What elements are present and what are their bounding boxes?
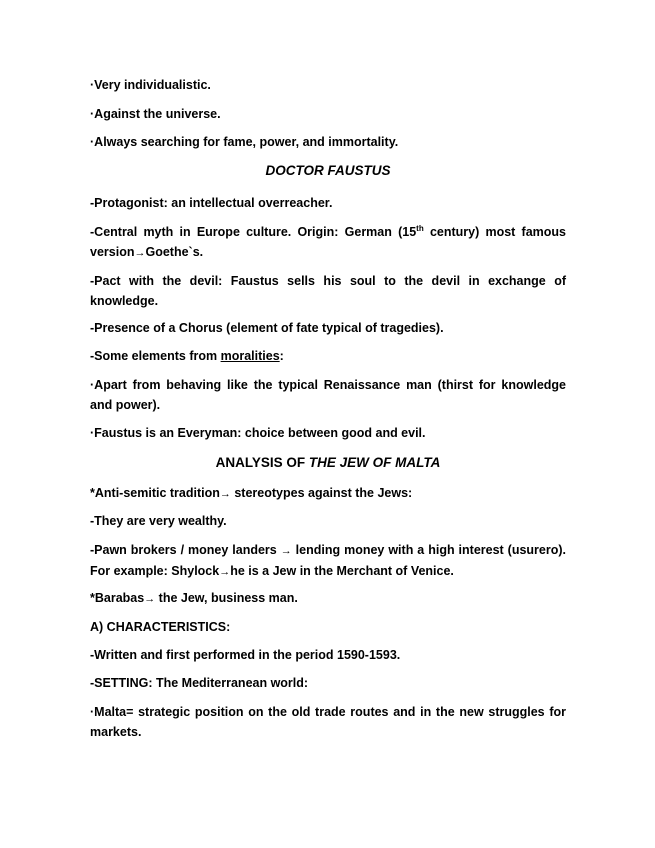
arrow-icon: → [219,488,231,500]
myth-text-b: century) most famous version [90,225,566,259]
faustus-central-myth [90,222,566,263]
faustus-pact: -Pact with the devil: Faustus sells his soul to the devil in exchange of knowledge. [90,274,566,308]
malta-written: -Written and first performed in the period 1590-1593. [90,648,401,662]
anti-text-a: *Anti-semitic tradition [90,486,220,500]
moralities-prefix: -Some elements from [90,349,221,363]
moralities-suffix: : [279,349,284,363]
malta-pawn-brokers [90,540,566,582]
myth-superscript: th [416,224,424,233]
heading-doctor-faustus: DOCTOR FAUSTUS [265,163,391,178]
malta-characteristics: A) CHARACTERISTICS: [90,620,231,634]
myth-text-a: -Central myth in Europe culture. Origin: German (15 [90,225,417,239]
arrow-icon: → [144,593,156,605]
arrow-icon: → [134,247,146,259]
bullet-fame-power: ·Always searching for fame, power, and immortality. [90,135,399,149]
pawn-text-a: -Pawn brokers / money landers [90,543,281,557]
bullet-individualistic: ·Very individualistic. [90,78,211,92]
heading-jew-of-malta [90,453,566,473]
pawn-text-c: he is a Jew in the Merchant of Venice. [230,564,454,578]
malta-heading-title: THE JEW OF MALTA [308,455,441,470]
malta-strategic-position: ·Malta= strategic position on the old trade routes and in the new struggles for markets. [90,705,566,739]
malta-setting: -SETTING: The Mediterranean world: [90,676,309,690]
faustus-chorus: -Presence of a Chorus (element of fate typical of tragedies). [90,321,444,335]
faustus-moralities [90,346,566,366]
faustus-renaissance: ·Apart from behaving like the typical Renaissance man (thirst for knowledge and power). [90,378,566,412]
arrow-icon: → [280,545,292,557]
malta-anti-semitic [90,483,566,504]
bullet-against-universe: ·Against the universe. [90,107,221,121]
anti-text-b: stereotypes against the Jews: [230,486,413,500]
barabas-text-a: *Barabas [90,591,145,605]
pawn-text-b: lending money with a high interest (usurero). For example: Shylock [90,543,567,578]
malta-wealthy: -They are very wealthy. [90,514,227,528]
malta-heading-prefix: ANALYSIS OF [215,455,309,470]
myth-text-c: Goethe`s. [145,245,204,259]
barabas-text-b: the Jew, business man. [155,591,298,605]
faustus-protagonist: -Protagonist: an intellectual overreacher. [90,196,333,210]
moralities-word: moralities [220,349,280,363]
faustus-everyman: ·Faustus is an Everyman: choice between good and evil. [90,426,426,440]
arrow-icon: → [219,566,231,578]
malta-barabas [90,588,566,609]
